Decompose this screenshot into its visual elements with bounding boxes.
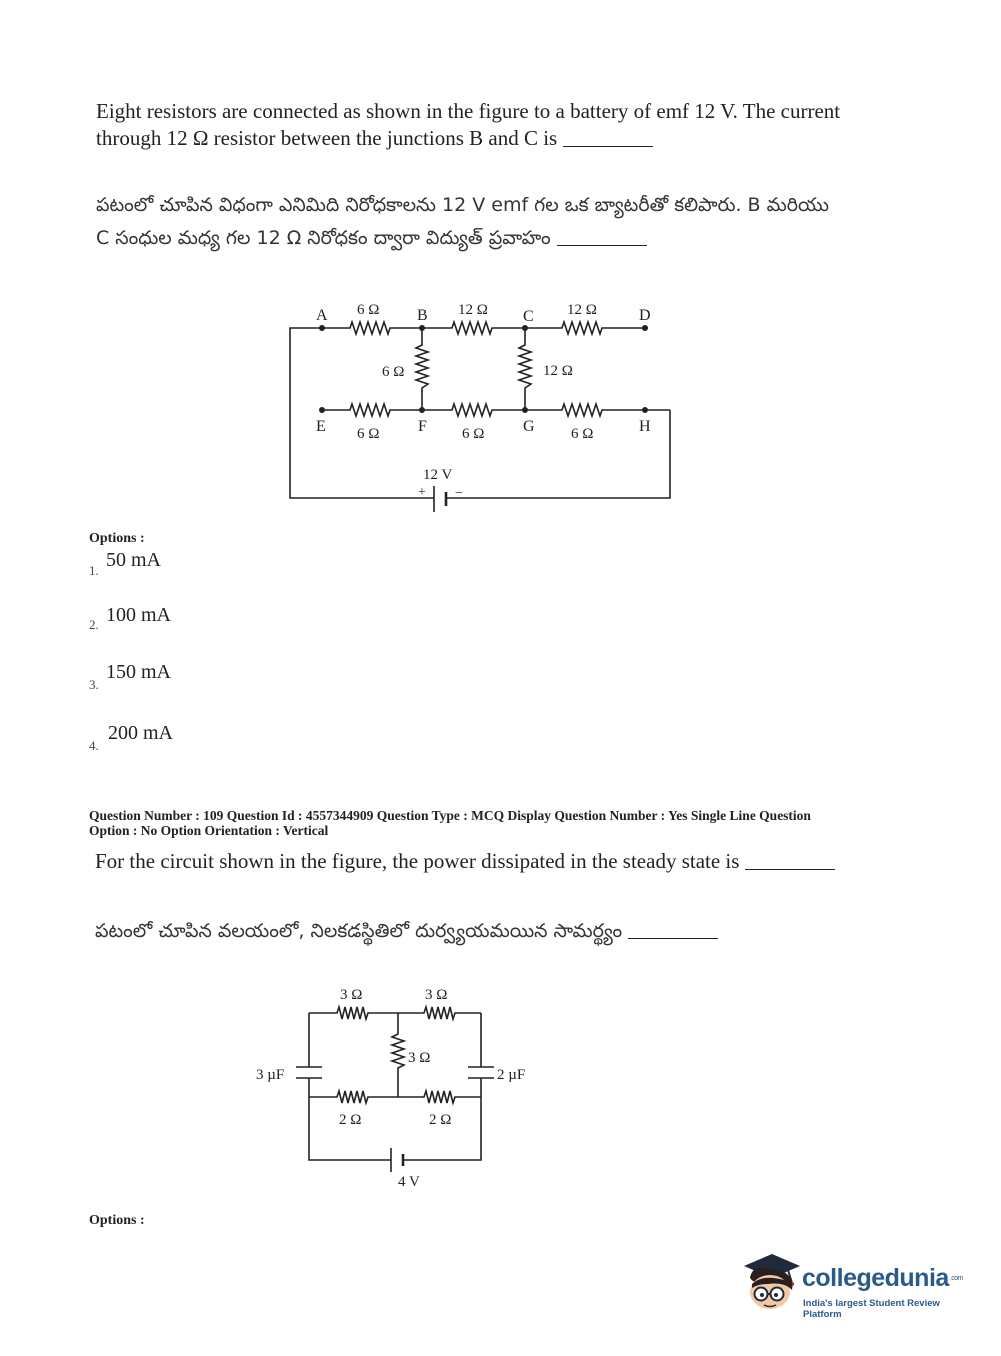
answer-blank [628, 937, 718, 939]
circuit-figure-2 [250, 980, 550, 1190]
resistor-ef-label: 6 Ω [357, 426, 380, 442]
mascot-icon [742, 1250, 802, 1312]
node-b-dot [419, 325, 425, 331]
capacitor-right-label: 2 µF [497, 1067, 526, 1083]
circuit-figure-1 [270, 290, 690, 520]
capacitor-left-label: 3 µF [256, 1067, 285, 1083]
option-1-text[interactable]: 50 mA [106, 549, 161, 571]
node-f-dot [419, 407, 425, 413]
battery-plus-sign: + [418, 485, 426, 500]
node-d-label: D [639, 307, 651, 324]
question-2-meta-line2: Option : No Option Orientation : Vertical [89, 823, 329, 838]
resistor-top-right-label: 3 Ω [425, 987, 448, 1003]
resistor-bf-label: 6 Ω [382, 364, 405, 380]
option-2-number: 2. [89, 617, 99, 632]
battery-minus-sign: − [455, 486, 463, 501]
options-label-2: Options : [89, 1213, 145, 1228]
node-a-label: A [316, 307, 328, 324]
node-g-label: G [523, 418, 535, 435]
node-g-dot [522, 407, 528, 413]
resistor-bc-label: 12 Ω [458, 302, 488, 318]
resistor-bottom-right-label: 2 Ω [429, 1112, 452, 1128]
node-h-dot [642, 407, 648, 413]
node-c-dot [522, 325, 528, 331]
node-e-label: E [316, 418, 326, 435]
question-1-telugu-line2: C సంధుల మధ్య గల 12 Ω నిరోధకం ద్వారా విద్యుత్ ప్రవాహం [96, 222, 896, 254]
question-1-telugu-line1: పటంలో చూపిన విధంగా ఎనిమిది నిరోధకాలను 12 V emf గల ఒక బ్యాటరీతో కలిపారు. B మరియు [96, 194, 830, 216]
resistor-ab-label: 6 Ω [357, 302, 380, 318]
resistor-gh-label: 6 Ω [571, 426, 594, 442]
question-1-text: Eight resistors are connected as shown in the figure to a battery of emf 12 V. The current through 12 Ω resistor between the junctions B and C is [96, 99, 841, 150]
logo-suffix: .com [949, 1275, 963, 1282]
option-3-text[interactable]: 150 mA [106, 661, 171, 683]
node-b-label: B [417, 307, 428, 324]
logo-tagline: India's largest Student Review Platform [803, 1298, 940, 1320]
option-3-number: 3. [89, 677, 99, 692]
options-label: Options : [89, 531, 145, 546]
question-2-meta-line1: Question Number : 109 Question Id : 4557344909 Question Type : MCQ Display Question Number : Yes Single Line Question [89, 808, 811, 823]
option-2-text[interactable]: 100 mA [106, 604, 171, 626]
answer-blank [745, 868, 835, 870]
node-f-label: F [418, 418, 427, 435]
battery-label: 12 V [423, 467, 453, 483]
resistor-cd-label: 12 Ω [567, 302, 597, 318]
node-e-dot [319, 407, 325, 413]
option-4-number: 4. [89, 738, 99, 753]
option-4-text[interactable]: 200 mA [108, 722, 173, 744]
node-d-dot [642, 325, 648, 331]
node-h-label: H [639, 418, 651, 435]
question-2-text: For the circuit shown in the figure, the power dissipated in the steady state is [95, 848, 895, 875]
answer-blank [563, 145, 653, 147]
question-2-telugu: పటంలో చూపిన వలయంలో, నిలకడస్థితిలో దుర్వ్యయమయిన సామర్థ్యం [95, 915, 895, 947]
node-a-dot [319, 325, 325, 331]
answer-blank [557, 244, 647, 246]
option-1-number: 1. [89, 563, 99, 578]
logo-wordmark: collegedunia$^{.com}$ [802, 1264, 963, 1292]
resistor-bottom-left-label: 2 Ω [339, 1112, 362, 1128]
node-c-label: C [523, 308, 534, 325]
resistor-fg-label: 6 Ω [462, 426, 485, 442]
resistor-cg-label: 12 Ω [543, 363, 573, 379]
collegedunia-logo[interactable] [742, 1250, 972, 1320]
resistor-top-left-label: 3 Ω [340, 987, 363, 1003]
battery-label: 4 V [398, 1174, 420, 1190]
resistor-middle-label: 3 Ω [408, 1050, 431, 1066]
